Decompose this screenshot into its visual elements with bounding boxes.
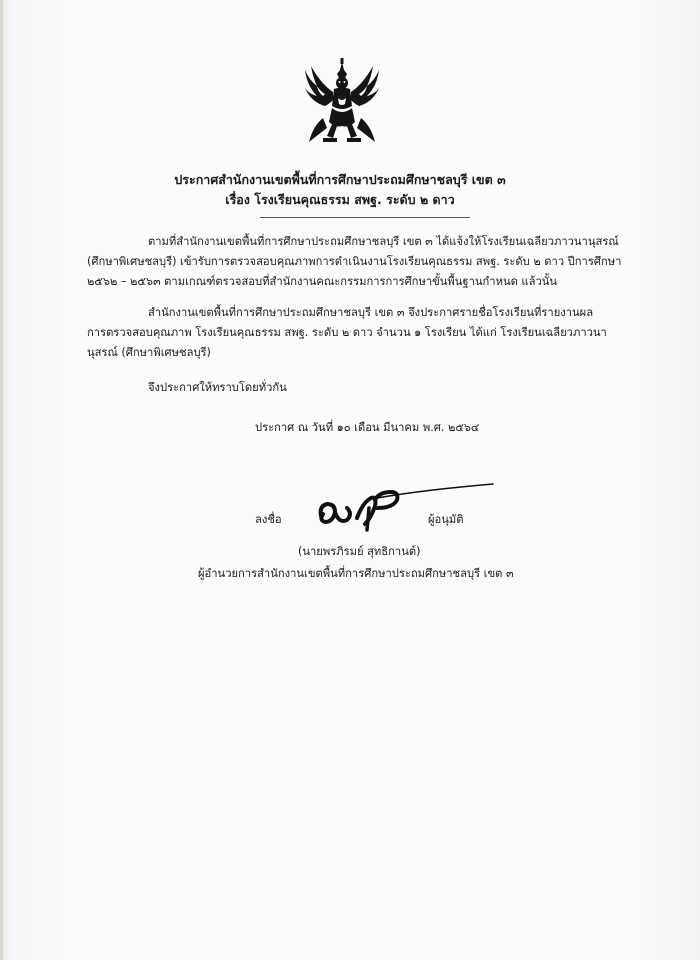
sign-label: ลงชื่อ — [255, 513, 282, 526]
paragraph-2-line-2: การตรวจสอบคุณภาพ โรงเรียนคุณธรรม สพฐ. ระดับ ๒ ดาว จำนวน ๑ โรงเรียน ได้แก่ โรงเรียนเฉลียวภาวนา — [87, 326, 607, 339]
closing-statement: จึงประกาศให้ทราบโดยทั่วกัน — [148, 381, 287, 394]
title-divider — [260, 217, 470, 218]
announcement-title: ประกาศสำนักงานเขตพื้นที่การศึกษาประถมศึกษาชลบุรี เขต ๓ — [174, 172, 506, 187]
paragraph-2-line-1: สำนักงานเขตพื้นที่การศึกษาประถมศึกษาชลบุรี เขต ๓ จึงประกาศรายชื่อโรงเรียนที่รายงานผล — [148, 306, 594, 319]
handwritten-signature — [313, 478, 498, 538]
signer-position: ผู้อำนวยการสำนักงานเขตพื้นที่การศึกษาประถมศึกษาชลบุรี เขต ๓ — [198, 567, 514, 580]
signer-name: (นายพรภิรมย์ สุทธิกานต์) — [298, 545, 421, 558]
paragraph-1-line-1: ตามที่สำนักงานเขตพื้นที่การศึกษาประถมศึกษาชลบุรี เขต ๓ ได้แจ้งให้โรงเรียนเฉลียวภาวนานุสรณ์ — [148, 235, 619, 248]
paragraph-2-line-3: นุสรณ์ (ศึกษาพิเศษชลบุรี) — [87, 346, 211, 359]
paragraph-1-line-2: (ศึกษาพิเศษชลบุรี) เข้ารับการตรวจสอบคุณภาพการดำเนินงานโรงเรียนคุณธรรม สพฐ. ระดับ ๒ ดาว ปีการศึกษา — [87, 255, 622, 268]
page-edge-shadow — [0, 0, 3, 960]
garuda-emblem-icon — [303, 56, 381, 148]
approver-label: ผู้อนุมัติ — [428, 513, 464, 526]
announcement-subject: เรื่อง โรงเรียนคุณธรรม สพฐ. ระดับ ๒ ดาว — [225, 192, 455, 207]
paragraph-1-line-3: ๒๕๖๒ – ๒๕๖๓ ตามเกณฑ์ตรวจสอบที่สำนักงานคณะกรรมการการศึกษาขั้นพื้นฐานกำหนด แล้วนั้น — [87, 275, 558, 288]
announcement-date: ประกาศ ณ วันที่ ๑๐ เดือน มีนาคม พ.ศ. ๒๕๖๔ — [255, 421, 480, 434]
